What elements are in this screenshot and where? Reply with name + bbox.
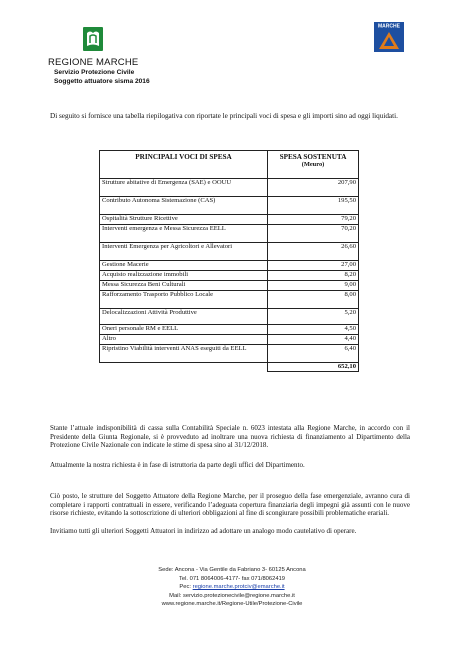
table-row [100,291,359,309]
paragraph-measures: Ciò posto, le strutture del Soggetto Attuatore della Regione Marche, per il proseguo della fase emergenziale, avranno cura di completare i rapporti contrattuali in essere, verificando l’adeguata copertura finanziaria degli impegni già assunti con le nuove risorse richieste, evitando la sottoscrizione di ulteriori obbligazioni al fine di scongiurare possibili problematiche erariali. [50,492,410,518]
row-label: Delocalizzazioni Attività Produttive [100,309,268,325]
expense-table [99,150,359,372]
row-value: 195,50 [268,197,359,215]
row-value: 79,20 [268,215,359,225]
table-row [100,261,359,271]
footer-mail: Mail: servizio.protezionecivile@regione.marche.it [169,592,295,599]
table-row [100,197,359,215]
table-row [100,281,359,291]
paragraph-status: Attualmente la nostra richiesta è in fase di istruttoria da parte degli uffici del Dipartimento. [50,461,305,469]
paragraph-funding-request: Stante l’attuale indisponibilità di cassa sulla Contabilità Speciale n. 6023 intestata alla Regione Marche, in accordo con il Presidente della Giunta Regionale, si è provveduto ad inoltrare una nuova richiesta di finanziamento al Dipartimento della Protezione Civile Nazionale con indicate le stime di spesa sino al 31/12/2018. [50,424,410,450]
row-label: Rafforzamento Trasporto Pubblico Locale [100,291,268,309]
row-label: Gestione Macerie [100,261,268,271]
row-value: 207,90 [268,179,359,197]
row-label: Contributo Autonoma Sistemazione (CAS) [100,197,268,215]
row-value: 6,40 [268,345,359,363]
table-row [100,225,359,243]
row-label: Messa Sicurezza Beni Culturali [100,281,268,291]
row-value: 27,00 [268,261,359,271]
table-row [100,345,359,363]
organization-block [48,57,150,86]
row-value: 8,20 [268,271,359,281]
row-label: Strutture abitative di Emergenza (SAE) e OOUU [100,179,268,197]
row-value: 5,20 [268,309,359,325]
row-label: Ospitalità Strutture Ricettive [100,215,268,225]
table-row [100,271,359,281]
row-value: 4,50 [268,325,359,335]
col-header-spesa: SPESA SOSTENUTA (Meuro) [268,151,359,179]
dept-name: Servizio Protezione Civile [54,69,135,76]
org-name: REGIONE MARCHE [48,57,139,68]
row-value: 26,60 [268,243,359,261]
protezione-civile-logo [374,22,404,52]
pec-link[interactable]: regione.marche.protciv@emarche.it [192,584,285,590]
table-row [100,243,359,261]
table-row [100,325,359,335]
table-row [100,309,359,325]
row-value: 9,00 [268,281,359,291]
table-row [100,335,359,345]
footer-web-link[interactable]: www.regione.marche.it/Regione-Utile/Protezione-Civile [161,601,303,607]
row-label: Interventi Emergenza per Agricoltori e Allevatori [100,243,268,261]
table-row [100,215,359,225]
office-name: Soggetto attuatore sisma 2016 [54,78,150,85]
row-value: 4,40 [268,335,359,345]
table-row [100,179,359,197]
row-label: Acquisto realizzazione immobili [100,271,268,281]
intro-paragraph: Di seguito si fornisce una tabella riepilogativa con riportate le principali voci di spesa e gli importi sino ad oggi liquidati. [50,112,398,120]
regione-marche-logo [82,26,104,52]
row-value: 70,20 [268,225,359,243]
col-header-voci: PRINCIPALI VOCI DI SPESA [100,151,268,179]
total-value: 652,10 [268,363,359,372]
row-label: Oneri personale RM e EELL [100,325,268,335]
paragraph-invitation: Invitiamo tutti gli ulteriori Soggetti Attuatori in indirizzo ad adottare un analogo modo cautelativo di operare. [50,527,357,535]
footer-phone: Tel. 071 8064006-4177- fax 071/8062419 [178,575,286,582]
row-label: Ripristino Viabilità interventi ANAS eseguiti da EELL [100,345,268,363]
footer [0,566,464,609]
total-row [100,363,359,372]
footer-address: Sede: Ancona - Via Gentile da Fabriano 3- 60125 Ancona [158,567,306,573]
row-value: 8,00 [268,291,359,309]
row-label: Altro [100,335,268,345]
footer-pec: Pec: regione.marche.protciv@emarche.it [179,584,285,590]
logo-marche-text: MARCHE [378,23,400,30]
row-label: Interventi emergenza e Messa Sicurezza EELL [100,225,268,243]
